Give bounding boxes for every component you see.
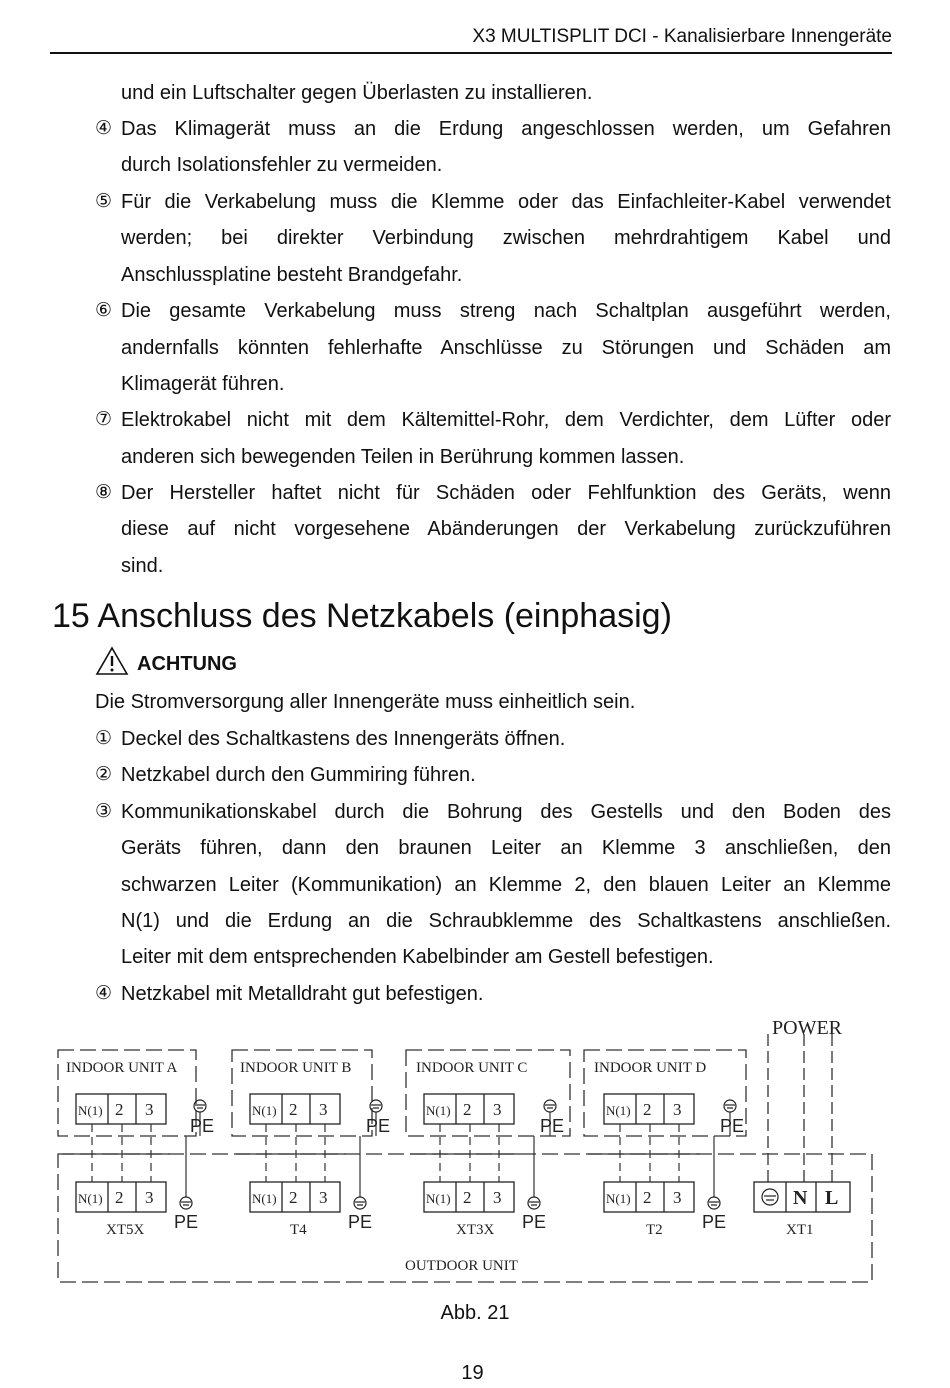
list-item-text: schwarzen Leiter (Kommunikation) an Klemme 2, den blauen Leiter an Klemme — [121, 874, 891, 896]
terminal-label: 2 — [115, 1188, 124, 1207]
list-marker: ④ — [95, 983, 113, 1004]
list-item-text: Der Hersteller haftet nicht für Schäden oder Fehlfunktion des Geräts, wenn — [121, 482, 891, 504]
figure-caption: Abb. 21 — [440, 1302, 510, 1324]
list-item-text: Für die Verkabelung muss die Klemme oder das Einfachleiter-Kabel verwendet — [121, 191, 891, 213]
terminal-label: 2 — [643, 1188, 652, 1207]
terminal-label: 3 — [319, 1100, 328, 1119]
header-title: X3 MULTISPLIT DCI - Kanalisierbare Innengeräte — [472, 26, 892, 47]
list-marker: ② — [95, 764, 113, 785]
terminal-label: 3 — [493, 1100, 502, 1119]
indoor-unit-label: INDOOR UNIT D — [594, 1060, 707, 1076]
pe-label: PE — [190, 1116, 215, 1136]
terminal-label: N(1) — [252, 1103, 277, 1118]
pe-label: PE — [366, 1116, 391, 1136]
terminal-block-name: XT1 — [786, 1222, 814, 1238]
list-item-text: Anschlussplatine besteht Brandgefahr. — [121, 264, 463, 286]
terminal-label: 2 — [463, 1100, 472, 1119]
warning-label: ACHTUNG — [137, 653, 237, 675]
terminal-block-name: XT5X — [106, 1222, 145, 1238]
terminal-label: N(1) — [78, 1191, 103, 1206]
list-marker: ⑦ — [95, 409, 113, 430]
terminal-label: 2 — [643, 1100, 652, 1119]
list-item-text: Kommunikationskabel durch die Bohrung des Gestells und den Boden des — [121, 801, 891, 823]
terminal-label: 3 — [319, 1188, 328, 1207]
terminal-label: 3 — [493, 1188, 502, 1207]
terminal-label: 2 — [463, 1188, 472, 1207]
outdoor-unit-label: OUTDOOR UNIT — [405, 1258, 518, 1274]
list-item-text: Netzkabel durch den Gummiring führen. — [121, 764, 476, 786]
pe-label: PE — [540, 1116, 565, 1136]
warning-notice — [95, 646, 255, 682]
list-item-text: durch Isolationsfehler zu vermeiden. — [121, 154, 443, 176]
indoor-unit-label: INDOOR UNIT B — [240, 1060, 352, 1076]
list-item-text: andernfalls könnten fehlerhafte Anschlüsse zu Störungen und Schäden am — [121, 337, 891, 359]
list-item-text: Leiter mit dem entsprechenden Kabelbinder am Gestell befestigen. — [121, 946, 714, 968]
terminal-label: 3 — [145, 1188, 154, 1207]
terminal-label: N(1) — [78, 1103, 103, 1118]
terminal-label: N(1) — [606, 1191, 631, 1206]
list-item-text: diese auf nicht vorgesehene Abänderungen der Verkabelung zurückzuführen — [121, 518, 891, 540]
list-marker: ④ — [95, 118, 113, 139]
terminal-label: 2 — [289, 1188, 298, 1207]
pe-label: PE — [522, 1212, 547, 1232]
terminal-block-name: T2 — [646, 1222, 663, 1238]
terminal-block-name: XT3X — [456, 1222, 495, 1238]
list-item-text: Deckel des Schaltkastens des Innengeräts öffnen. — [121, 728, 566, 750]
terminal-label: N(1) — [606, 1103, 631, 1118]
section-heading: 15 Anschluss des Netzkabels (einphasig) — [52, 597, 672, 635]
terminal-label: 3 — [673, 1100, 682, 1119]
warning-triangle-icon — [95, 646, 129, 676]
list-item-text: Das Klimagerät muss an die Erdung angeschlossen werden, um Gefahren — [121, 118, 891, 140]
terminal-label: N(1) — [426, 1103, 451, 1118]
terminal-block-name: T4 — [290, 1222, 307, 1238]
pe-label: PE — [720, 1116, 745, 1136]
indoor-unit-label: INDOOR UNIT C — [416, 1060, 528, 1076]
terminal-label: N(1) — [252, 1191, 277, 1206]
list-marker: ⑤ — [95, 191, 113, 212]
terminal-label: N(1) — [426, 1191, 451, 1206]
list-item-text: Netzkabel mit Metalldraht gut befestigen. — [121, 983, 484, 1005]
list-item-text: N(1) und die Erdung an die Schraubklemme des Schaltkastens anschließen. — [121, 910, 891, 932]
list-item-text: Die gesamte Verkabelung muss streng nach Schaltplan ausgeführt werden, — [121, 300, 891, 322]
indoor-unit-label: INDOOR UNIT A — [66, 1060, 178, 1076]
list-item-text: werden; bei direkter Verbindung zwischen mehrdrahtigem Kabel und — [121, 227, 891, 249]
pe-label: PE — [702, 1212, 727, 1232]
list-marker: ③ — [95, 801, 113, 822]
list-item-text: Geräts führen, dann den braunen Leiter an Klemme 3 anschließen, den — [121, 837, 891, 859]
page-header — [50, 22, 892, 54]
terminal-label: 3 — [673, 1188, 682, 1207]
list-marker: ⑥ — [95, 300, 113, 321]
list-marker: ① — [95, 728, 113, 749]
list-item-text: Elektrokabel nicht mit dem Kältemittel-Rohr, dem Verdichter, dem Lüfter oder — [121, 409, 891, 431]
terminal-label: 2 — [289, 1100, 298, 1119]
list-item-text: Klimagerät führen. — [121, 373, 285, 395]
intro-text: Die Stromversorgung aller Innengeräte muss einheitlich sein. — [95, 691, 636, 713]
list-item-text: anderen sich bewegenden Teilen in Berührung kommen lassen. — [121, 446, 685, 468]
page-number: 19 — [461, 1362, 484, 1384]
wiring-diagram — [50, 1012, 890, 1294]
power-label: POWER — [772, 1017, 842, 1039]
terminal-label: 2 — [115, 1100, 124, 1119]
list-item-continuation: und ein Luftschalter gegen Überlasten zu installieren. — [121, 82, 593, 104]
terminal-label: N — [793, 1187, 808, 1209]
list-marker: ⑧ — [95, 482, 113, 503]
terminal-label: L — [825, 1187, 839, 1209]
pe-label: PE — [174, 1212, 199, 1232]
list-item-text: sind. — [121, 555, 164, 577]
pe-label: PE — [348, 1212, 373, 1232]
terminal-label: 3 — [145, 1100, 154, 1119]
